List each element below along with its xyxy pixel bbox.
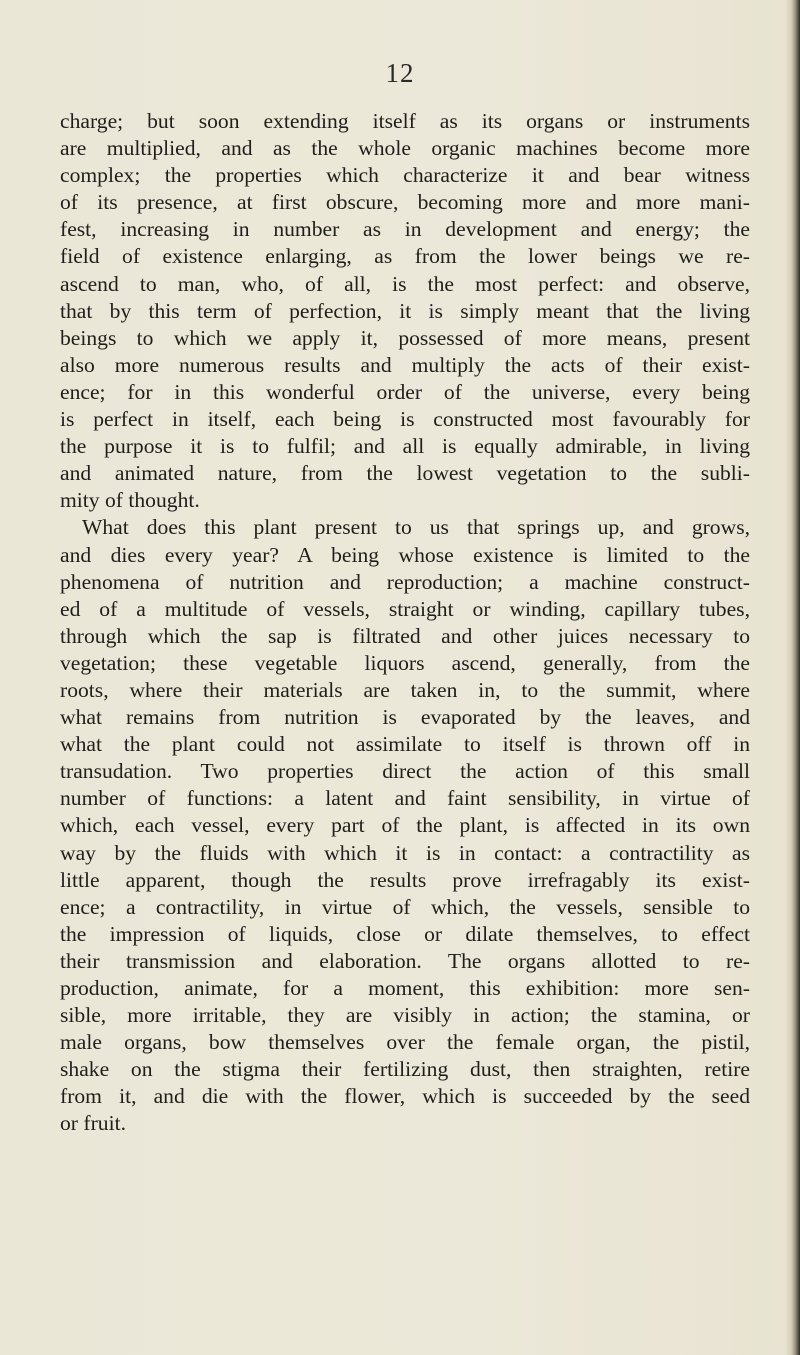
text-line: complex; the properties which characterize it and bear witness [60, 163, 750, 188]
text-line: what the plant could not assimilate to itself is thrown off in [60, 732, 750, 757]
body-text [60, 108, 750, 1138]
text-line: vegetation; these vegetable liquors ascend, generally, from the [60, 650, 750, 675]
text-line: mity of thought. [60, 488, 200, 513]
text-line: their transmission and elaboration. The organs allotted to re- [60, 948, 750, 973]
text-line: or fruit. [60, 1111, 126, 1136]
text-line: production, animate, for a moment, this exhibition: more sen- [60, 976, 750, 1000]
text-line: ed of a multitude of vessels, straight or winding, capillary tubes, [60, 596, 750, 621]
text-line: is perfect in itself, each being is constructed most favourably for [60, 407, 750, 432]
text-line: from it, and die with the flower, which is succeeded by the seed [60, 1084, 750, 1109]
text-line: little apparent, though the results prove irrefragably its exist- [60, 867, 750, 892]
text-line: through which the sap is filtrated and other juices necessary to [60, 623, 750, 648]
text-line: male organs, bow themselves over the female organ, the pistil, [60, 1030, 750, 1055]
text-line: beings to which we apply it, possessed of more means, present [60, 325, 750, 350]
text-line: that by this term of perfection, it is simply meant that the living [60, 298, 750, 323]
text-line: the purpose it is to fulfil; and all is equally admirable, in living [60, 434, 750, 459]
page-edge-shadow [786, 0, 800, 1355]
text-line: of its presence, at first obscure, becoming more and more mani- [60, 190, 750, 215]
text-line: ascend to man, who, of all, is the most perfect: and observe, [60, 271, 750, 296]
text-line: phenomena of nutrition and reproduction; a machine construct- [60, 569, 750, 594]
text-line: number of functions: a latent and faint sensibility, in virtue of [60, 786, 750, 811]
text-line: which, each vessel, every part of the plant, is affected in its own [60, 813, 750, 838]
text-line: ence; a contractility, in virtue of which, the vessels, sensible to [60, 894, 750, 919]
paragraph-start-line: What does this plant present to us that springs up, and grows, [82, 515, 750, 540]
text-line: transudation. Two properties direct the action of this small [60, 759, 750, 784]
text-line: charge; but soon extending itself as its organs or instruments [60, 109, 750, 133]
text-line: and animated nature, from the lowest vegetation to the subli- [60, 461, 750, 486]
text-line: field of existence enlarging, as from the lower beings we re- [60, 244, 750, 269]
text-line: are multiplied, and as the whole organic machines become more [60, 136, 750, 161]
text-line: ence; for in this wonderful order of the universe, every being [60, 379, 750, 404]
text-line: fest, increasing in number as in development and energy; the [60, 217, 750, 242]
text-line: sible, more irritable, they are visibly in action; the stamina, or [60, 1003, 750, 1028]
text-line: also more numerous results and multiply the acts of their exist- [60, 352, 750, 377]
text-line: roots, where their materials are taken in, to the summit, where [60, 677, 750, 702]
text-line: the impression of liquids, close or dilate themselves, to effect [60, 921, 750, 946]
text-line: and dies every year? A being whose existence is limited to the [60, 542, 750, 567]
text-line: what remains from nutrition is evaporated by the leaves, and [60, 705, 750, 730]
text-line: shake on the stigma their fertilizing dust, then straighten, retire [60, 1057, 750, 1082]
page-number: 12 [385, 58, 415, 88]
text-line: way by the fluids with which it is in contact: a contractility as [60, 840, 750, 865]
